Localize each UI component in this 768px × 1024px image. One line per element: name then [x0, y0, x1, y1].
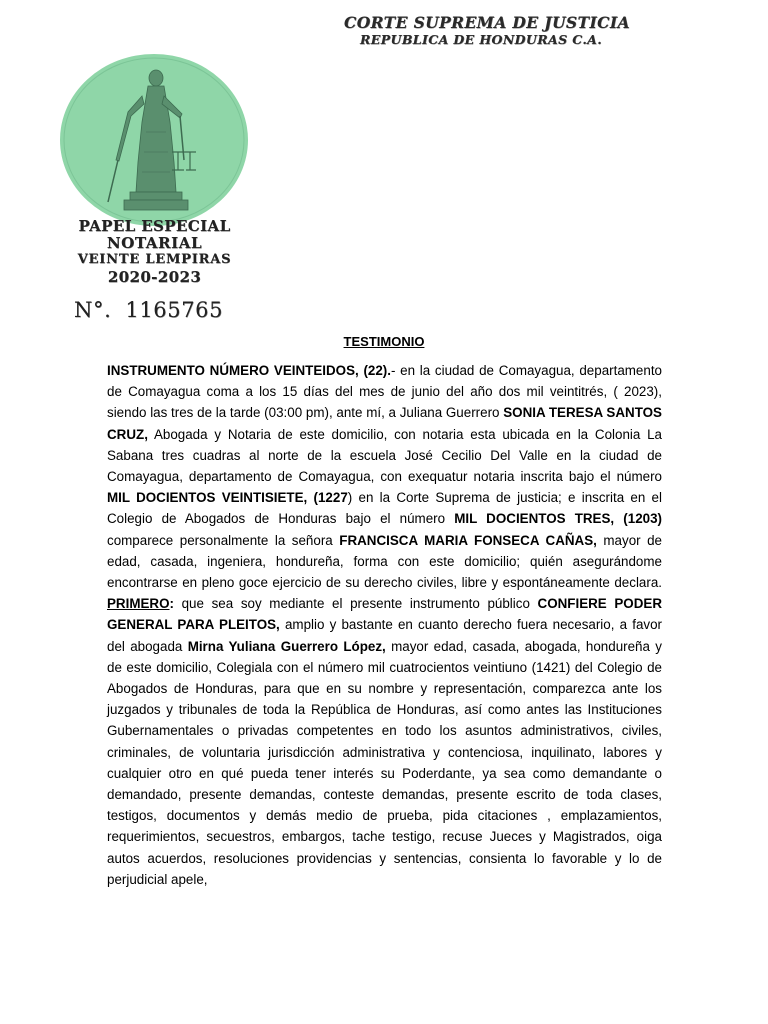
court-name: CORTE SUPREMA DE JUSTICIA: [344, 13, 630, 32]
text-run: Abogada y Notaria de este domicilio, con notaria esta ubicada en la Colonia La Sabana tres cuadras al norte de la escuela José Cecilio Del Valle en la ciudad de Comayagua, departamento de Comayagua, con exequatur notaria inscrita bajo el número: [107, 426, 662, 485]
text-run: - en la ciudad de Comayagua, departamento de Comayagua coma a los 15 días del mes de junio del año dos mil veintitrés, ( 2023), siendo las tres de la tarde (03:00 pm), ante mí, a Juliana Guerrero: [107, 363, 662, 421]
bold-text-run: CONFIERE PODER GENERAL PARA PLEITOS,: [107, 596, 662, 633]
text-run: comparece personalmente la señora: [107, 532, 340, 548]
bold-text-run: :: [169, 596, 174, 612]
text-run: amplio y bastante en cuanto derecho fuera necesario, a favor del abogada: [107, 617, 663, 654]
stamp-period: 2020-2023: [107, 268, 202, 286]
notarial-paper-stamp: [52, 218, 257, 287]
country-name: REPUBLICA DE HONDURAS C.A.: [360, 32, 602, 47]
justice-seal-logo: [58, 52, 250, 228]
text-run: mayor de edad, casada, ingeniera, hondureña, forma con este domicilio; quién asegurándome encontrarse en pleno goce ejercicio de su derecho civiles, libre y espontáneamente declara.: [107, 532, 663, 591]
serial-value: 1165765: [125, 298, 224, 322]
bold-text-run: PRIMERO: [107, 596, 170, 612]
serial-label: N°.: [74, 298, 112, 322]
bold-text-run: INSTRUMENTO NÚMERO VEINTEIDOS, (22).: [107, 363, 391, 378]
serial-number: [74, 298, 223, 322]
bold-text-run: SONIA TERESA SANTOS CRUZ,: [107, 405, 662, 442]
bold-text-run: MIL DOCIENTOS VEINTISIETE, (1227: [107, 490, 348, 506]
document-body: [107, 360, 662, 890]
text-run: mayor edad, casada, abogada, hondureña y de este domicilio, Colegiala con el número mil cuatrocientos veintiuno (1421) del Colegio de Abogados de Honduras, para que en su nombre y representación, comparezca ante los juzgados y tribunales de toda la República de Honduras, así como antes las Instituciones Gubernamentales o privadas competentes en todo los asuntos administrativos, civiles, criminales, de voluntaria jurisdicción administrativa y contenciosa, inquilinato, labores y cualquier otro en qué pueda tener interés su Poderdante, ya sea como demandante o demandado, presente demandas, conteste demandas, presente escrito de toda clases, testigos, documentos y demás medio de prueba, pida citaciones , emplazamientos, requerimientos, secuestros, embargos, tache testigo, recuse Jueces y Magistrados, oiga autos acuerdos, resoluciones providencias y sentencias, consienta lo favorable y lo de perjudicial apele,: [107, 638, 662, 887]
bold-text-run: FRANCISCA MARIA FONSECA CAÑAS,: [339, 532, 597, 548]
bold-text-run: Mirna Yuliana Guerrero López,: [187, 638, 386, 654]
stamp-line-1: PAPEL ESPECIAL: [78, 217, 231, 235]
document-title: TESTIMONIO: [343, 334, 425, 349]
bold-text-run: MIL DOCIENTOS TRES, (1203): [454, 511, 662, 527]
text-run: que sea soy mediante el presente instrumento público: [173, 596, 538, 612]
stamp-line-3: VEINTE LEMPIRAS: [77, 252, 232, 267]
court-header: [344, 14, 664, 48]
text-run: ) en la Corte Suprema de justicia; e inscrita en el Colegio de Abogados de Honduras bajo el número: [107, 490, 662, 527]
stamp-line-2: NOTARIAL: [106, 234, 203, 252]
